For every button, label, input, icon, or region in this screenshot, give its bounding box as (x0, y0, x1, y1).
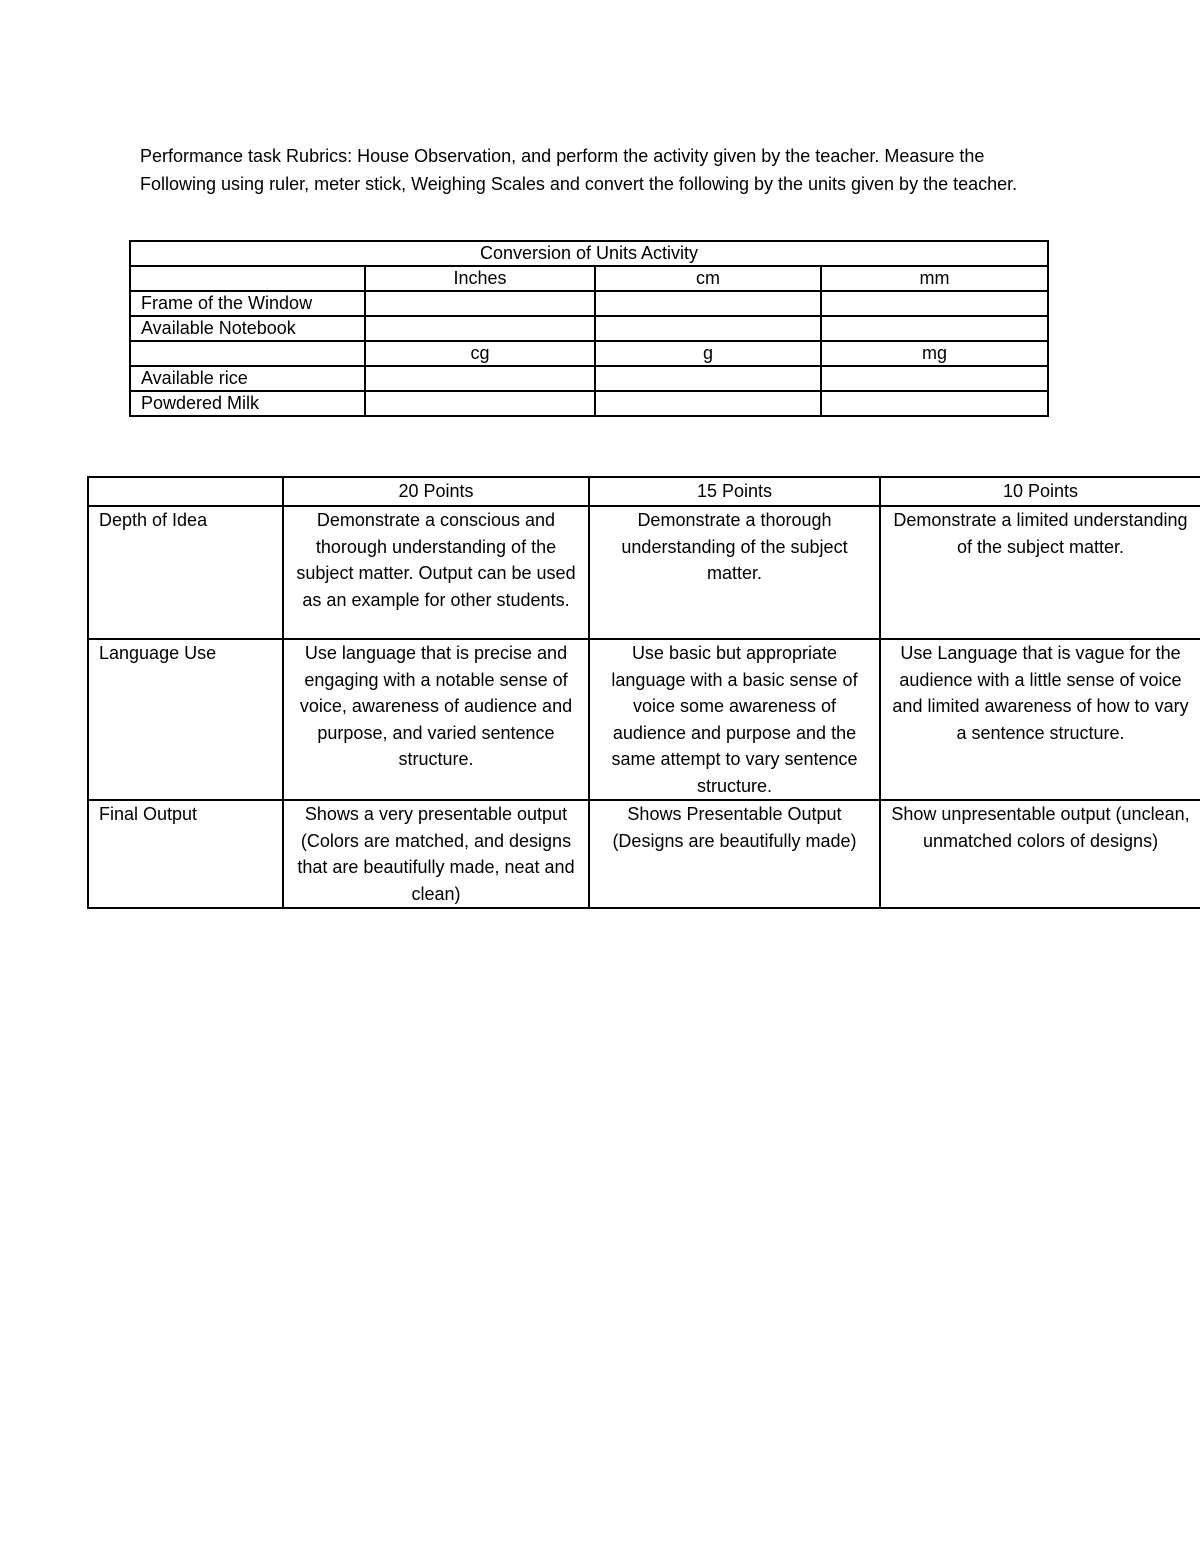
value-cell (821, 366, 1048, 391)
rubric-row (88, 800, 1200, 908)
conversion-title: Conversion of Units Activity (130, 241, 1048, 266)
value-cell (365, 316, 595, 341)
rubric-header-cell (88, 477, 283, 506)
conversion-table (129, 240, 1049, 417)
unit-header: mm (821, 266, 1048, 291)
rubric-header-row (88, 477, 1200, 506)
mass-units-row (130, 341, 1048, 366)
value-cell (595, 316, 821, 341)
rubric-table (87, 476, 1200, 909)
rubric-cell: Shows a very presentable output (Colors are matched, and designs that are beautifully made, neat and clean) (283, 800, 589, 908)
rubric-header-cell: 10 Points (880, 477, 1200, 506)
rubric-row (88, 506, 1200, 639)
value-cell (821, 391, 1048, 416)
value-cell (595, 391, 821, 416)
item-label: Frame of the Window (130, 291, 365, 316)
value-cell (365, 391, 595, 416)
table-row (130, 316, 1048, 341)
rubric-row (88, 639, 1200, 800)
rubric-cell: Show unpresentable output (unclean, unmatched colors of designs) (880, 800, 1200, 908)
rubric-cell: Use language that is precise and engaging with a notable sense of voice, awareness of audience and purpose, and varied sentence structure. (283, 639, 589, 800)
rubric-cell: Demonstrate a thorough understanding of the subject matter. (589, 506, 880, 639)
unit-header: cg (365, 341, 595, 366)
rubric-cell: Demonstrate a limited understanding of the subject matter. (880, 506, 1200, 639)
table-row (130, 391, 1048, 416)
item-label: Powdered Milk (130, 391, 365, 416)
rubric-cell: Use Language that is vague for the audience with a little sense of voice and limited awareness of how to vary a sentence structure. (880, 639, 1200, 800)
rubric-header-cell: 15 Points (589, 477, 880, 506)
unit-header: Inches (365, 266, 595, 291)
value-cell (595, 366, 821, 391)
criterion-label: Language Use (88, 639, 283, 800)
table-row (130, 291, 1048, 316)
rubric-header-cell: 20 Points (283, 477, 589, 506)
criterion-label: Depth of Idea (88, 506, 283, 639)
value-cell (365, 366, 595, 391)
empty-cell (130, 341, 365, 366)
unit-header: g (595, 341, 821, 366)
value-cell (365, 291, 595, 316)
criterion-label: Final Output (88, 800, 283, 908)
rubric-cell: Demonstrate a conscious and thorough understanding of the subject matter. Output can be used as an example for other students. (283, 506, 589, 639)
instructions-paragraph: Performance task Rubrics: House Observation, and perform the activity given by the teacher. Measure the Following using ruler, meter stick, Weighing Scales and convert the following by the units given by the teacher. (140, 146, 1018, 194)
empty-cell (130, 266, 365, 291)
table-row (130, 366, 1048, 391)
unit-header: mg (821, 341, 1048, 366)
length-units-row (130, 266, 1048, 291)
value-cell (821, 291, 1048, 316)
rubric-cell: Use basic but appropriate language with a basic sense of voice some awareness of audience and purpose and the same attempt to vary sentence structure. (589, 639, 880, 800)
value-cell (821, 316, 1048, 341)
conversion-title-row (130, 241, 1048, 266)
item-label: Available Notebook (130, 316, 365, 341)
value-cell (595, 291, 821, 316)
rubric-cell: Shows Presentable Output (Designs are beautifully made) (589, 800, 880, 908)
item-label: Available rice (130, 366, 365, 391)
unit-header: cm (595, 266, 821, 291)
